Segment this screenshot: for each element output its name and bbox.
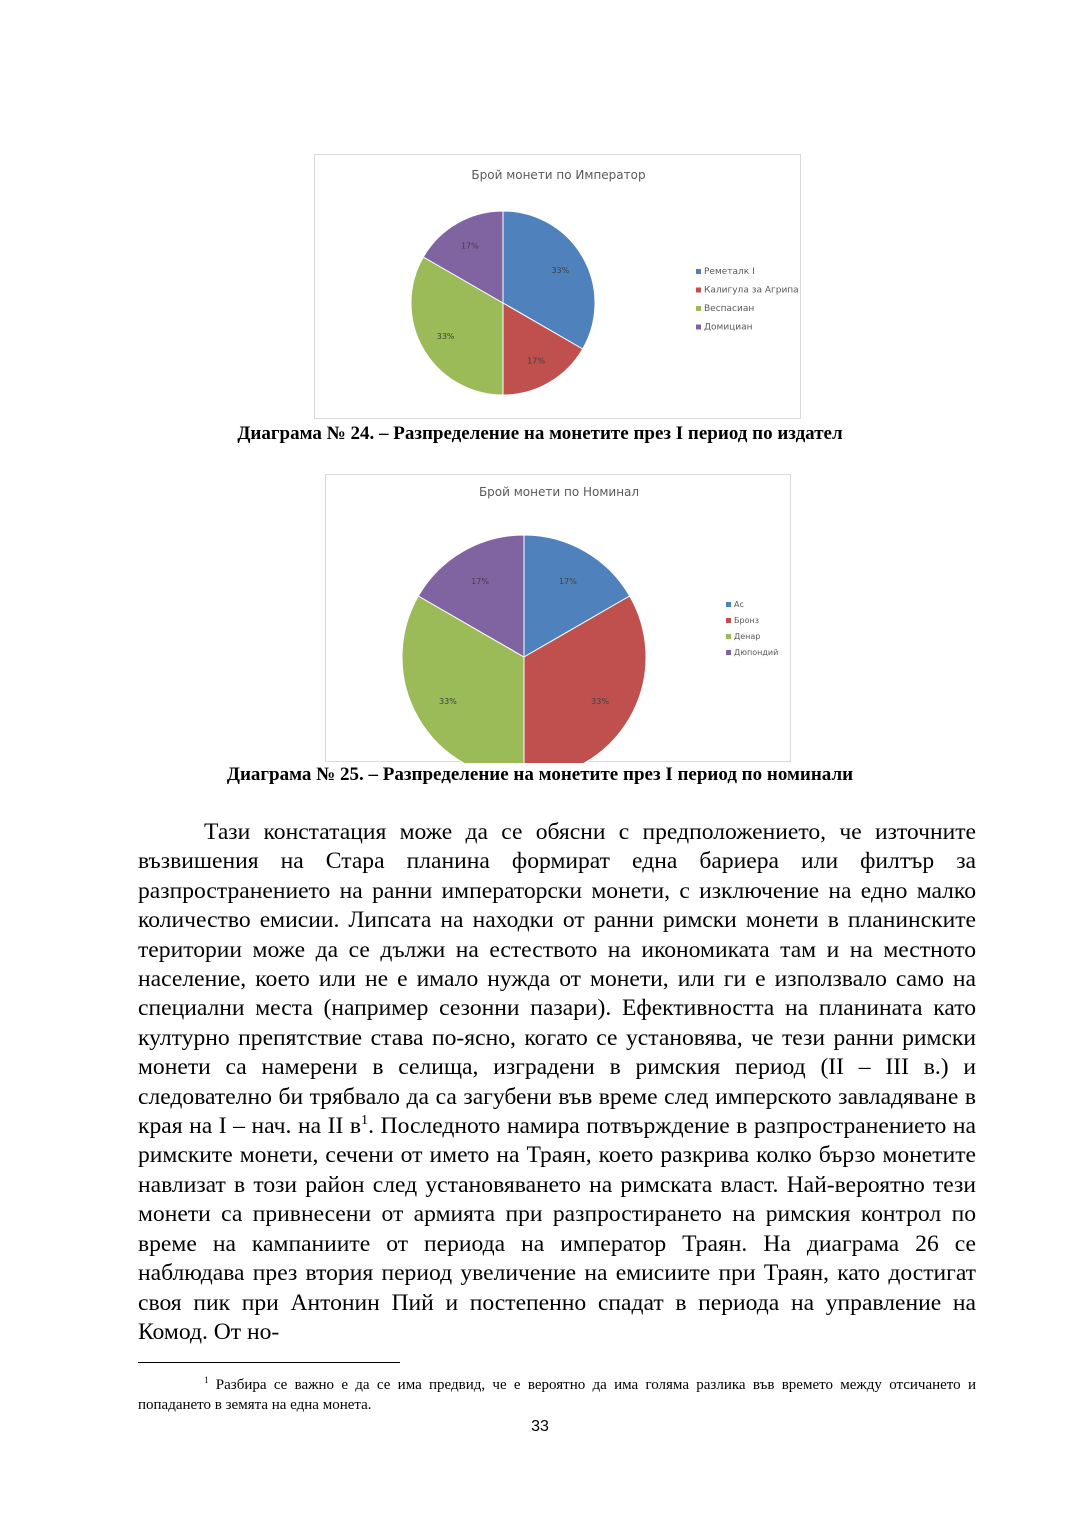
legend-entry: Бронз: [734, 616, 759, 625]
pie-data-label: 33%: [591, 696, 609, 706]
body-text-part2: . Последното намира потвърждение в разпространението на римските монети, сечени от името на Траян, което разкрива колко бързо монетите навлизат в този район след установяването на римската власт. Най-вероятно тези монети са привнесени от армията при разпростирането на римския контрол по време на кампаниите от периода на император Траян. На диаграма 26 се наблюдава през втория период увеличение на емисиите при Траян, като достигат своя пик при Антонин Пий и постепенно спадат в периода на управление на Комод. От но-: [138, 1113, 976, 1345]
pie-chart-nominal: [326, 475, 792, 763]
legend-entry: Дюпондий: [734, 648, 779, 657]
body-paragraph: [138, 818, 976, 1347]
footnote: [138, 1375, 976, 1415]
footnote-reference: 1: [361, 1112, 369, 1129]
legend-swatch: [696, 325, 701, 330]
pie-data-label: 17%: [460, 241, 479, 251]
chart-imperator: [314, 154, 801, 419]
legend-swatch: [696, 269, 701, 274]
caption-chart-25: Диаграма № 25. – Разпределение на монетите през I период по номинали: [226, 764, 854, 785]
pie-data-label: 17%: [559, 576, 577, 586]
legend-entry: Домициан: [704, 322, 753, 333]
footnote-number: 1: [204, 1375, 209, 1385]
body-text-part1: Тази констатация може да се обясни с предположението, че източните възвишения на Стара планина формират една бариера или филтър за разпространението на ранни императорски монети, с изключение на едно малко количество емисии. Липсата на находки от ранни римски монети в планинските територии може да се дължи на естеството на икономиката там и на местното население, което или не е имало нужда от монети, или ги е използвало само на специални места (например сезонни пазари). Ефективността на планината като културно препятствие става по-ясно, когато се установява, че тези ранни римски монети са намерени в селища, изградени в римския период (II – III в.) и следователно би трябвало да са загубени във време след имперското завладяване в края на I – нач. на II в: [138, 819, 976, 1140]
legend-swatch: [726, 602, 731, 607]
footnote-separator: [138, 1362, 400, 1363]
legend-swatch: [726, 634, 731, 639]
legend-entry: Ас: [734, 600, 744, 609]
legend-swatch: [726, 650, 731, 655]
chart-nominal: [325, 474, 791, 762]
pie-data-label: 17%: [471, 576, 489, 586]
legend-swatch: [696, 306, 701, 311]
page-number: 33: [531, 1418, 549, 1435]
legend-entry: Калигула за Агрипа: [704, 285, 799, 296]
legend-entry: Веспасиан: [704, 304, 755, 314]
chart-title: Брой монети по Номинал: [478, 485, 640, 499]
legend-swatch: [726, 618, 731, 623]
legend-swatch: [696, 288, 701, 293]
pie-chart-imperator: [315, 155, 802, 420]
pie-data-label: 33%: [551, 265, 570, 275]
chart-title: Брой монети по Император: [471, 168, 646, 182]
pie-data-label: 17%: [527, 356, 546, 366]
legend-entry: Денар: [734, 632, 761, 641]
caption-chart-24: Диаграма № 24. – Разпределение на монетите през I период по издател: [237, 423, 843, 444]
pie-data-label: 33%: [439, 696, 457, 706]
footnote-text: Разбира се важно е да се има предвид, че е вероятно да има голяма разлика във времето между отсичането и попадането в земята на една монета.: [138, 1377, 976, 1413]
legend-entry: Реметалк I: [704, 267, 755, 277]
pie-data-label: 33%: [436, 332, 455, 342]
